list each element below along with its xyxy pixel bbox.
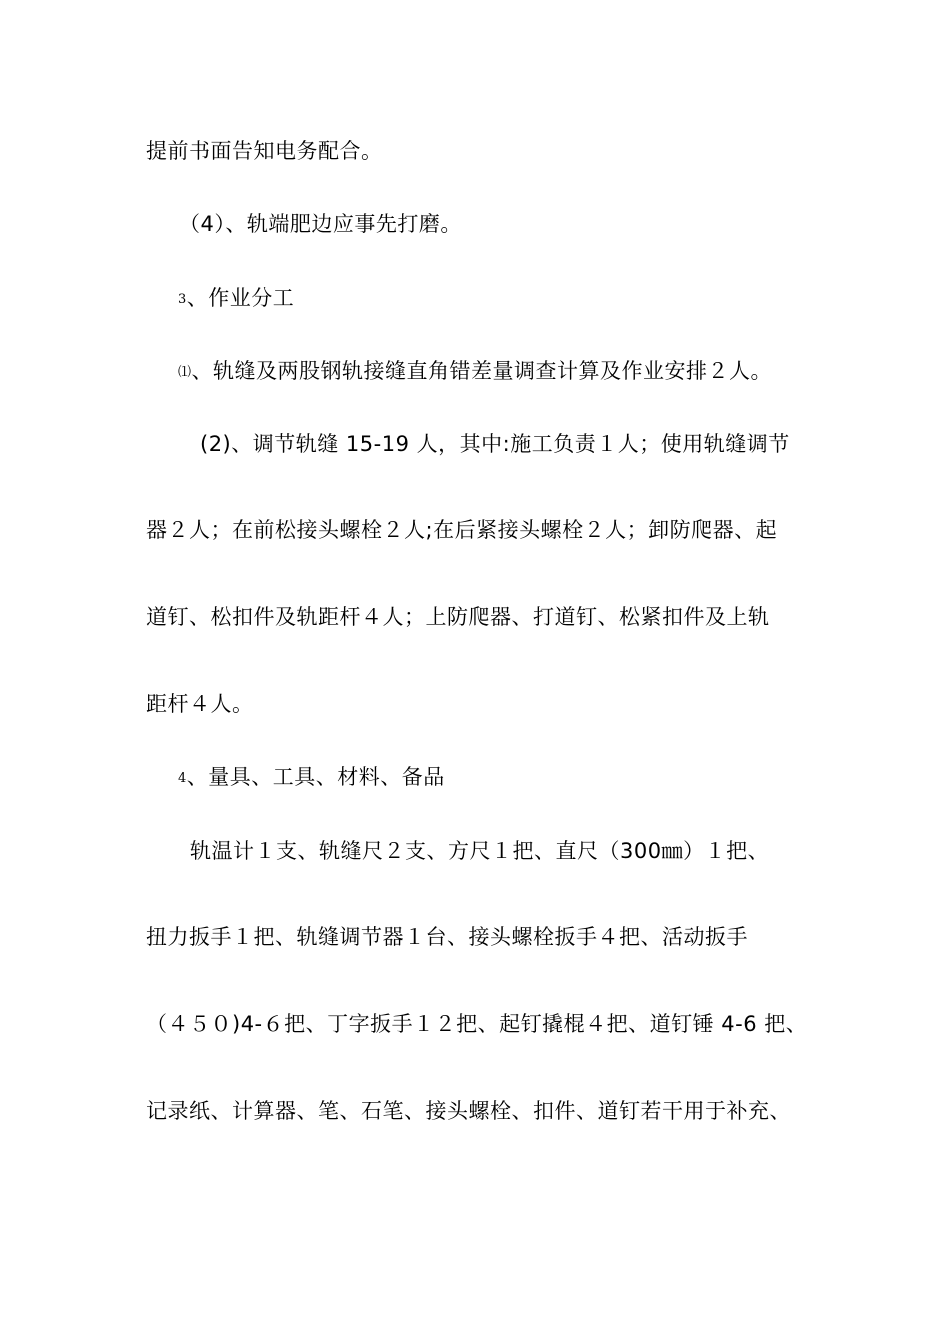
section-title: 、作业分工	[186, 286, 295, 310]
text-line-13	[146, 1096, 791, 1126]
text-line-10	[190, 836, 769, 866]
text-line-1	[146, 136, 383, 166]
line-text: 轨温计１支、轨缝尺２支、方尺１把、直尺（300㎜）１把、	[190, 839, 770, 863]
line-text: 扭力扳手１把、轨缝调节器１台、接头螺栓扳手４把、活动扳手	[146, 925, 748, 949]
text-line-11	[146, 922, 748, 952]
item-number: ⑴	[178, 365, 192, 380]
text-line-item-2	[200, 429, 790, 459]
line-text: (2)、调节轨缝 15-19 人，其中:施工负责１人；使用轨缝调节	[200, 432, 790, 456]
section-number: 3	[178, 292, 187, 307]
line-text: 道钉、松扣件及轨距杆４人；上防爬器、打道钉、松紧扣件及上轨	[146, 605, 770, 629]
text-line-item-1	[178, 356, 772, 388]
section-heading-4	[178, 762, 445, 794]
text-line-8	[146, 689, 254, 719]
line-text: （４５０)4-６把、丁字扳手１２把、起钉撬棍４把、道钉锤 4-6 把、	[146, 1012, 808, 1036]
text-line-2	[179, 209, 462, 239]
line-text: 提前书面告知电务配合。	[146, 139, 383, 163]
text-line-12	[146, 1009, 807, 1039]
text-line-7	[146, 602, 770, 632]
text-line-6	[146, 515, 777, 545]
line-text: 距杆４人。	[146, 692, 254, 716]
section-heading-3	[178, 283, 294, 315]
line-text: 、轨缝及两股钢轨接缝直角错差量调查计算及作业安排２人。	[191, 359, 773, 383]
line-text: （4）、轨端肥边应事先打磨。	[179, 212, 462, 236]
section-title: 、量具、工具、材料、备品	[186, 765, 445, 789]
line-text: 记录纸、计算器、笔、石笔、接头螺栓、扣件、道钉若干用于补充、	[146, 1099, 791, 1123]
section-number: 4	[178, 771, 187, 786]
line-text: 器２人；在前松接头螺栓２人;在后紧接头螺栓２人；卸防爬器、起	[146, 518, 778, 542]
